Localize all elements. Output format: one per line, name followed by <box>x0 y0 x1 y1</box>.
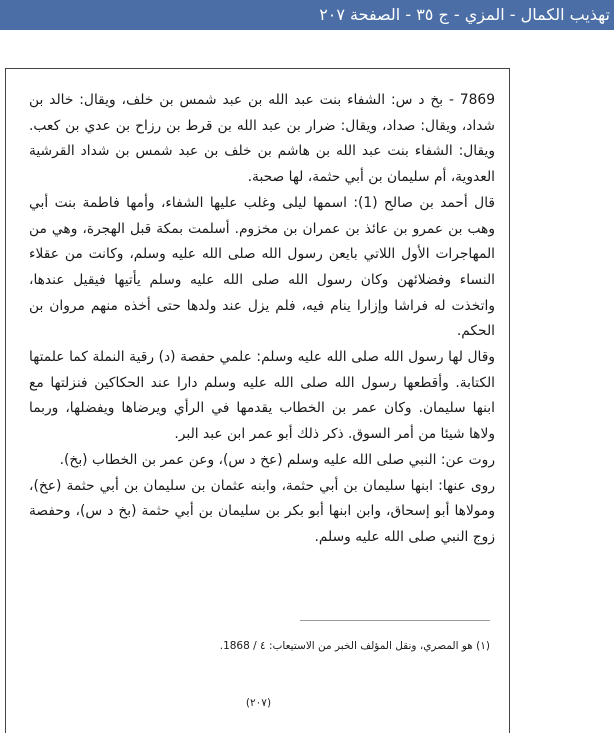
page-number: (٢٠٧) <box>245 697 272 709</box>
main-text <box>29 88 495 551</box>
title-bar <box>0 0 614 30</box>
paragraph-narrated-from: روت عن: النبي صلى الله عليه وسلم (عخ د س)، وعن عمر بن الخطاب (بخ). <box>59 451 495 468</box>
document-page <box>5 68 510 733</box>
paragraph-narrated-by: روى عنها: ابنها سليمان بن أبي حثمة، وابنه عثمان بن سليمان بن أبي حثمة (عخ)، ومولاها أبو إسحاق، وابن ابنها أبو بكر بن سليمان بن أبي حثمة (بخ د س)، وحفصة زوج النبي صلى الله عليه وسلم. <box>29 477 495 545</box>
paragraph-prophet-saying: وقال لها رسول الله صلى الله عليه وسلم: علمي حفصة (د) رقية النملة كما علمتها الكتابة. وأقطعها رسول الله صلى الله عليه وسلم دارا عند الحكاكين فنزلتها مع ابنها سليمان. وكان عمر بن الخطاب يقدمها في الرأي ويرضاها ويفضلها، وربما ولاها شيئا من أمر السوق. ذكر ذلك أبو عمر ابن عبد البر. <box>29 349 495 443</box>
footnote-divider <box>300 620 490 621</box>
title-text: تهذيب الكمال - المزي - ج ٣٥ - الصفحة ٢٠٧ <box>319 5 610 24</box>
footnote: (١) هو المصري، ونقل المؤلف الخبر من الاستيعاب: ٤ / 1868. <box>219 640 490 652</box>
paragraph-entry-heading: 7869 - بخ د س: الشفاء بنت عبد الله بن عبد شمس بن خلف، ويقال: خالد بن شداد، ويقال: صداد، ويقال: ضرار بن عبد الله بن قرط بن رزاح بن عدي بن كعب. ويقال: الشفاء بنت عبد الله بن هاشم بن خلف بن عبد شمس بن شداد القرشية العدوية، أم سليمان بن أبي حثمة، لها صحبة. <box>29 92 495 186</box>
paragraph-biography: قال أحمد بن صالح (1): اسمها ليلى وغلب عليها الشفاء، وأمها فاطمة بنت أبي وهب بن عمرو بن عائذ بن عمران بن مخزوم. أسلمت بمكة قبل الهجرة، وهي من المهاجرات الأول اللاتي بايعن رسول الله صلى الله عليه وسلم، وكانت من عقلاء النساء وفضلائهن وكان رسول الله صلى الله عليه وسلم يأتيها فيقيل عندها، واتخذت له فراشا وإزارا ينام فيه، فلم يزل عند ولدها حتى أخذه منهم مروان بن الحكم. <box>29 194 496 340</box>
